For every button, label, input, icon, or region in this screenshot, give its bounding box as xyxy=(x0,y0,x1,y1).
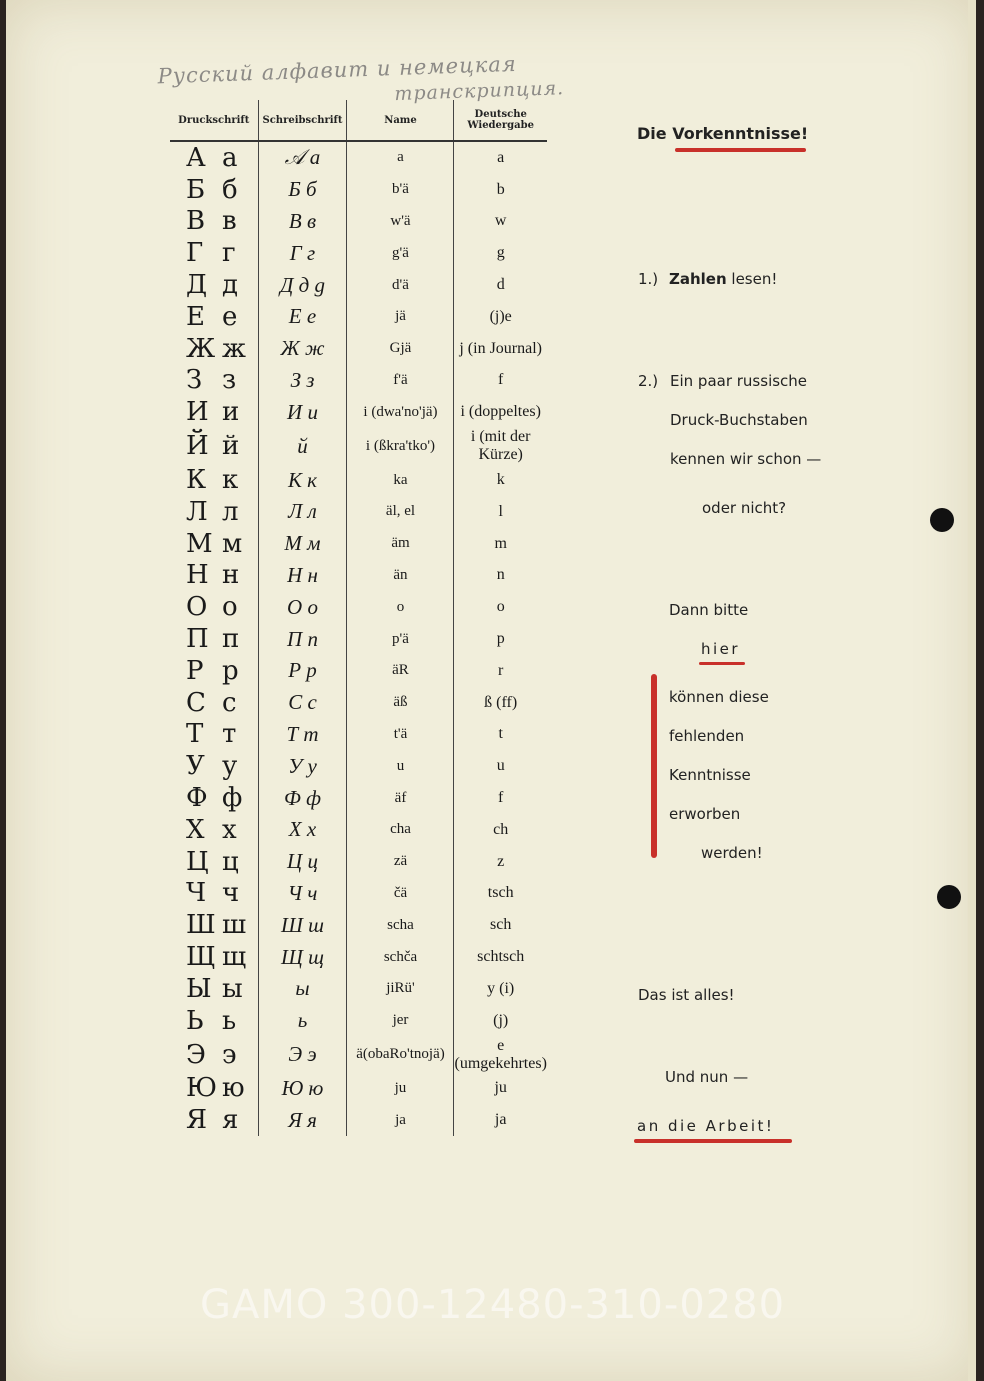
print-letter-cell xyxy=(170,496,258,528)
print-letter-cell xyxy=(170,719,258,751)
uppercase-letter: Е xyxy=(186,301,205,332)
table-body xyxy=(170,141,547,1136)
german-rendering-cell: g xyxy=(454,237,547,269)
item-1-bold: Zahlen xyxy=(668,270,727,288)
letter-name-cell: zä xyxy=(347,846,454,878)
letter-name-cell: w'ä xyxy=(347,206,454,238)
lowercase-letter: в xyxy=(222,206,237,237)
letter-name-cell: äl, el xyxy=(347,496,454,528)
script-letter-cell: К к xyxy=(258,464,347,496)
print-letter-cell xyxy=(170,365,258,397)
german-rendering-cell: i (doppeltes) xyxy=(454,396,547,428)
lowercase-letter: а xyxy=(222,142,238,173)
letter-name-cell: än xyxy=(347,560,454,592)
script-letter-cell: Е е xyxy=(258,301,347,333)
uppercase-letter: Ш xyxy=(186,910,216,941)
uppercase-letter: Ю xyxy=(186,1073,218,1104)
script-letter-cell: Ш ш xyxy=(258,909,347,941)
script-letter-cell: У у xyxy=(258,750,347,782)
table-row xyxy=(170,1005,547,1037)
table-row xyxy=(170,206,547,238)
lowercase-letter: щ xyxy=(222,942,247,973)
uppercase-letter: У xyxy=(186,751,205,782)
letter-name-cell: Gjä xyxy=(347,333,454,365)
uppercase-letter: Д xyxy=(186,270,208,301)
punch-hole-bottom xyxy=(937,885,961,909)
table-row xyxy=(170,750,547,782)
title-underline xyxy=(675,148,806,152)
lowercase-letter: х xyxy=(222,814,237,845)
script-letter-cell: Щ щ xyxy=(258,941,347,973)
script-letter-cell: П п xyxy=(258,623,347,655)
letter-name-cell: p'ä xyxy=(347,623,454,655)
german-rendering-cell: u xyxy=(454,750,547,782)
uppercase-letter: Ф xyxy=(186,783,208,814)
uppercase-letter: Г xyxy=(186,238,204,269)
script-letter-cell: Р р xyxy=(258,655,347,687)
then-line-5: erworben xyxy=(669,805,741,823)
letter-name-cell: scha xyxy=(347,909,454,941)
lowercase-letter: б xyxy=(222,174,238,205)
item-2-line-1: Ein paar russische xyxy=(670,372,808,390)
german-rendering-cell: sch xyxy=(454,909,547,941)
table-row xyxy=(170,909,547,941)
letter-name-cell: ju xyxy=(347,1073,454,1105)
print-letter-cell xyxy=(170,528,258,560)
german-rendering-cell: i (mit der Kürze) xyxy=(454,428,547,464)
hier-underline xyxy=(699,662,745,665)
letter-name-cell: a xyxy=(347,141,454,174)
letter-name-cell: äm xyxy=(347,528,454,560)
table-row xyxy=(170,528,547,560)
table-row xyxy=(170,269,547,301)
table-row xyxy=(170,333,547,365)
print-letter-cell xyxy=(170,846,258,878)
german-rendering-cell: a xyxy=(454,141,547,174)
table-row xyxy=(170,623,547,655)
script-letter-cell: 𝒜 a xyxy=(258,141,347,174)
page-edge xyxy=(968,0,976,1381)
item-2-line-3: kennen wir schon — xyxy=(670,450,822,468)
letter-name-cell: i (ßkra'tko') xyxy=(347,428,454,464)
uppercase-letter: К xyxy=(186,465,207,496)
german-rendering-cell: ch xyxy=(454,814,547,846)
print-letter-cell xyxy=(170,333,258,365)
letter-name-cell: äR xyxy=(347,655,454,687)
script-letter-cell: Н н xyxy=(258,560,347,592)
print-letter-cell xyxy=(170,174,258,206)
lowercase-letter: у xyxy=(222,751,238,782)
lowercase-letter: м xyxy=(222,528,243,559)
handwritten-line-2: транскрипция. xyxy=(394,77,565,106)
german-rendering-cell: o xyxy=(454,591,547,623)
item-2-line-4: oder nicht? xyxy=(702,499,787,517)
german-rendering-cell: p xyxy=(454,623,547,655)
lowercase-letter: ш xyxy=(222,910,247,941)
german-rendering-cell: ju xyxy=(454,1073,547,1105)
header-name: Name xyxy=(347,100,454,141)
table-row xyxy=(170,814,547,846)
letter-name-cell: b'ä xyxy=(347,174,454,206)
item-1-number: 1.) xyxy=(638,270,659,288)
table-row xyxy=(170,719,547,751)
uppercase-letter: Щ xyxy=(186,942,216,973)
letter-name-cell: d'ä xyxy=(347,269,454,301)
uppercase-letter: Ь xyxy=(186,1005,204,1036)
print-letter-cell xyxy=(170,623,258,655)
print-letter-cell xyxy=(170,1037,258,1073)
table-row xyxy=(170,1037,547,1073)
lowercase-letter: г xyxy=(222,238,236,269)
print-letter-cell xyxy=(170,464,258,496)
print-letter-cell xyxy=(170,560,258,592)
uppercase-letter: Л xyxy=(186,496,208,527)
script-letter-cell: Х х xyxy=(258,814,347,846)
punch-hole-top xyxy=(930,508,954,532)
lowercase-letter: п xyxy=(222,624,240,655)
lowercase-letter: д xyxy=(222,270,239,301)
letter-name-cell: f'ä xyxy=(347,365,454,397)
then-line-2: können diese xyxy=(669,688,769,706)
print-letter-cell xyxy=(170,687,258,719)
german-rendering-cell: f xyxy=(454,782,547,814)
german-rendering-cell: m xyxy=(454,528,547,560)
uppercase-letter: О xyxy=(186,592,208,623)
german-rendering-cell: ß (ff) xyxy=(454,687,547,719)
letter-name-cell: u xyxy=(347,750,454,782)
table-row xyxy=(170,973,547,1005)
uppercase-letter: Ч xyxy=(186,878,207,909)
print-letter-cell xyxy=(170,973,258,1005)
lowercase-letter: ч xyxy=(222,878,240,909)
letter-name-cell: ä(obaRo'tnojä) xyxy=(347,1037,454,1073)
print-letter-cell xyxy=(170,814,258,846)
uppercase-letter: В xyxy=(186,206,206,237)
lowercase-letter: р xyxy=(222,655,239,686)
arbeit-underline xyxy=(634,1139,792,1143)
script-letter-cell: Ф ф xyxy=(258,782,347,814)
archive-watermark: GAMO 300-12480-310-0280 xyxy=(200,1282,786,1328)
lowercase-letter: з xyxy=(222,365,237,396)
letter-name-cell: čä xyxy=(347,878,454,910)
lowercase-letter: о xyxy=(222,592,238,623)
das-ist-alles: Das ist alles! xyxy=(638,986,735,1004)
script-letter-cell: Л л xyxy=(258,496,347,528)
print-letter-cell xyxy=(170,655,258,687)
print-letter-cell xyxy=(170,1005,258,1037)
german-rendering-cell: e (umgekehrtes) xyxy=(454,1036,547,1072)
table-row xyxy=(170,301,547,333)
letter-name-cell: jer xyxy=(347,1005,454,1037)
print-letter-cell xyxy=(170,141,258,174)
script-letter-cell: Ц ц xyxy=(258,846,347,878)
letter-name-cell: o xyxy=(347,591,454,623)
item-1-rest: lesen! xyxy=(731,270,778,288)
table-row xyxy=(170,591,547,623)
lowercase-letter: к xyxy=(222,465,239,496)
table-header-row xyxy=(170,100,547,141)
script-letter-cell: Б б xyxy=(258,174,347,206)
print-letter-cell xyxy=(170,269,258,301)
uppercase-letter: Т xyxy=(186,719,204,750)
then-line-4: Kenntnisse xyxy=(669,766,751,784)
german-rendering-cell: n xyxy=(454,560,547,592)
item-1 xyxy=(638,270,777,288)
uppercase-letter: Ж xyxy=(186,333,216,364)
lowercase-letter: н xyxy=(222,560,240,591)
print-letter-cell xyxy=(170,909,258,941)
german-rendering-cell: ja xyxy=(454,1104,547,1136)
script-letter-cell: С с xyxy=(258,687,347,719)
script-letter-cell: Ю ю xyxy=(258,1073,347,1105)
then-line-3: fehlenden xyxy=(669,727,745,745)
lowercase-letter: й xyxy=(222,431,240,462)
letter-name-cell: ka xyxy=(347,464,454,496)
lowercase-letter: л xyxy=(222,496,239,527)
uppercase-letter: П xyxy=(186,624,209,655)
table-row xyxy=(170,141,547,174)
german-rendering-cell: j (in Journal) xyxy=(454,333,547,365)
german-rendering-cell: (j) xyxy=(454,1005,547,1037)
letter-name-cell: jiRü' xyxy=(347,973,454,1005)
table-row xyxy=(170,1073,547,1105)
alphabet-table xyxy=(170,100,547,1136)
lowercase-letter: э xyxy=(222,1039,237,1070)
german-rendering-cell: t xyxy=(454,719,547,751)
lowercase-letter: с xyxy=(222,687,237,718)
table-row xyxy=(170,655,547,687)
then-line-6: werden! xyxy=(701,844,763,862)
german-rendering-cell: f xyxy=(454,365,547,397)
uppercase-letter: Я xyxy=(186,1105,207,1136)
table-row xyxy=(170,365,547,397)
then-hier: hier xyxy=(701,640,741,658)
german-rendering-cell: b xyxy=(454,174,547,206)
script-letter-cell: О о xyxy=(258,591,347,623)
uppercase-letter: И xyxy=(186,397,209,428)
script-letter-cell: М м xyxy=(258,528,347,560)
german-rendering-cell: y (i) xyxy=(454,973,547,1005)
uppercase-letter: А xyxy=(186,142,206,173)
uppercase-letter: Ы xyxy=(186,973,212,1004)
page-title: Die Vorkenntnisse! xyxy=(637,124,809,143)
uppercase-letter: З xyxy=(186,365,203,396)
table-row xyxy=(170,941,547,973)
print-letter-cell xyxy=(170,941,258,973)
german-rendering-cell: k xyxy=(454,464,547,496)
lowercase-letter: ю xyxy=(222,1073,245,1104)
table-row xyxy=(170,428,547,464)
script-letter-cell: В в xyxy=(258,206,347,238)
letter-name-cell: cha xyxy=(347,814,454,846)
script-letter-cell: Д д g xyxy=(258,269,347,301)
table-row xyxy=(170,878,547,910)
lowercase-letter: и xyxy=(222,397,240,428)
script-letter-cell: Т т xyxy=(258,719,347,751)
und-nun: Und nun — xyxy=(665,1068,749,1086)
script-letter-cell: ь xyxy=(258,1005,347,1037)
lowercase-letter: ж xyxy=(222,333,246,364)
print-letter-cell xyxy=(170,428,258,464)
letter-name-cell: äf xyxy=(347,782,454,814)
letter-name-cell: jä xyxy=(347,301,454,333)
uppercase-letter: Й xyxy=(186,431,209,462)
script-letter-cell: Ч ч xyxy=(258,878,347,910)
print-letter-cell xyxy=(170,237,258,269)
german-rendering-cell: z xyxy=(454,846,547,878)
german-rendering-cell: (j)e xyxy=(454,301,547,333)
script-letter-cell: Я я xyxy=(258,1104,347,1136)
print-letter-cell xyxy=(170,878,258,910)
header-druckschrift: Druckschrift xyxy=(170,100,258,141)
script-letter-cell: Э э xyxy=(258,1037,347,1073)
an-die-arbeit: an die Arbeit! xyxy=(637,1117,775,1135)
table-row xyxy=(170,846,547,878)
script-letter-cell: Ж ж xyxy=(258,333,347,365)
table-row xyxy=(170,237,547,269)
lowercase-letter: ы xyxy=(222,973,243,1004)
uppercase-letter: С xyxy=(186,687,206,718)
uppercase-letter: Ц xyxy=(186,846,209,877)
print-letter-cell xyxy=(170,396,258,428)
uppercase-letter: Р xyxy=(186,655,204,686)
lowercase-letter: ф xyxy=(222,783,243,814)
table-row xyxy=(170,396,547,428)
print-letter-cell xyxy=(170,782,258,814)
print-letter-cell xyxy=(170,750,258,782)
item-2-number: 2.) xyxy=(638,372,659,390)
table-row xyxy=(170,560,547,592)
german-rendering-cell: w xyxy=(454,206,547,238)
german-rendering-cell: tsch xyxy=(454,878,547,910)
german-rendering-cell: schtsch xyxy=(454,941,547,973)
letter-name-cell: g'ä xyxy=(347,237,454,269)
letter-name-cell: ja xyxy=(347,1104,454,1136)
print-letter-cell xyxy=(170,301,258,333)
header-schreibschrift: Schreibschrift xyxy=(258,100,347,141)
lowercase-letter: е xyxy=(222,301,238,332)
uppercase-letter: Б xyxy=(186,174,206,205)
lowercase-letter: т xyxy=(222,719,237,750)
header-deutsche-wiedergabe: Deutsche Wiedergabe xyxy=(454,100,547,141)
print-letter-cell xyxy=(170,1073,258,1105)
script-letter-cell: ы xyxy=(258,973,347,1005)
uppercase-letter: Н xyxy=(186,560,209,591)
lowercase-letter: я xyxy=(222,1105,239,1136)
german-rendering-cell: d xyxy=(454,269,547,301)
german-rendering-cell: l xyxy=(454,496,547,528)
script-letter-cell: З з xyxy=(258,365,347,397)
script-letter-cell: И и xyxy=(258,396,347,428)
then-line-1: Dann bitte xyxy=(669,601,749,619)
print-letter-cell xyxy=(170,206,258,238)
uppercase-letter: М xyxy=(186,528,213,559)
side-red-bar xyxy=(651,674,657,858)
uppercase-letter: Э xyxy=(186,1039,206,1070)
script-letter-cell: й xyxy=(258,428,347,464)
german-rendering-cell: r xyxy=(454,655,547,687)
letter-name-cell: äß xyxy=(347,687,454,719)
table-row xyxy=(170,782,547,814)
lowercase-letter: ь xyxy=(222,1005,237,1036)
letter-name-cell: schča xyxy=(347,941,454,973)
table-row xyxy=(170,1104,547,1136)
table-row xyxy=(170,464,547,496)
handwritten-line-1: Русский алфавит и немецкая xyxy=(157,51,518,89)
lowercase-letter: ц xyxy=(222,846,239,877)
print-letter-cell xyxy=(170,1104,258,1136)
table-row xyxy=(170,174,547,206)
table-row xyxy=(170,496,547,528)
letter-name-cell: i (dwa'no'jä) xyxy=(347,396,454,428)
print-letter-cell xyxy=(170,591,258,623)
item-2-line-2: Druck-Buchstaben xyxy=(670,411,808,429)
uppercase-letter: Х xyxy=(186,814,205,845)
table-row xyxy=(170,687,547,719)
letter-name-cell: t'ä xyxy=(347,719,454,751)
script-letter-cell: Г г xyxy=(258,237,347,269)
